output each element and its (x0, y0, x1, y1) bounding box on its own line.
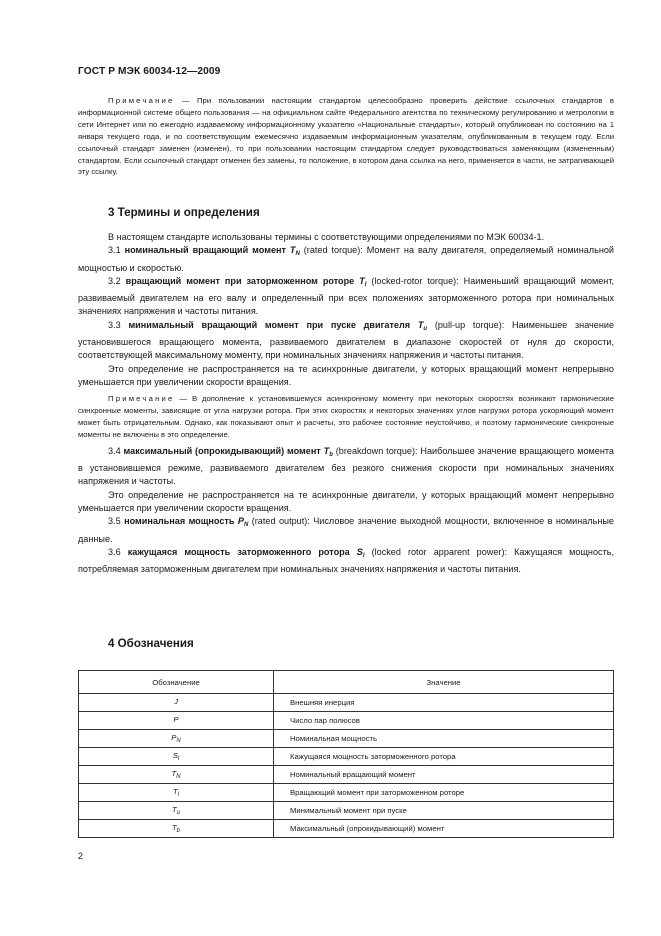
term-name: номинальный вращающий момент (124, 245, 286, 256)
term-3-5: 3.5 номинальная мощность $P_N$ (rated output): Числовое значение выходной мощности, включенное в номинальные данные. (78, 516, 614, 544)
term-name: вращающий момент при заторможенном роторе (125, 275, 355, 286)
page-number: 2 (78, 851, 84, 861)
table-row: $T_N$ Номинальный вращающий момент (79, 766, 614, 784)
table-row: $T_u$ Минимальный момент при пуске (79, 802, 614, 820)
note-text: — При пользовании настоящим стандартом целесообразно проверить действие ссылочных стандартов в информационной системе общего пользования — на официальном сайте Федерального агентства по техническому регулированию и метрологии в сети Интернет или по ежегодно издаваемому информационному указателю «Национальные стандарты», который опубликован по состоянию на 1 января текущего года, и по соответствующим ежемесячно издаваемым информационным указателям, опубликованным в текущем году. Если ссылочный стандарт заменен (изменен), то при пользовании настоящим стандартом следует руководствоваться заменяющим (измененным) стандартом. Если ссылочный стандарт отменен без замены, то положение, в котором дана ссылка на него, применяется в части, не затрагивающей эту ссылку. (78, 96, 614, 177)
section-3-title: 3 Термины и определения (108, 206, 260, 219)
term-3-4: 3.4 максимальный (опрокидывающий) момент $T_b$ (breakdown torque): Наибольшее значение вращающего момента в установившемся режиме, развиваемого двигателем без резкого снижения скорости при номинальных значениях напряжения и частоты. (78, 445, 614, 487)
note-label: Примечание (108, 394, 175, 404)
table-row: J Внешняя инерция (79, 694, 614, 712)
term-3-1: 3.1 номинальный вращающий момент $T_N$ (rated torque): Момент на валу двигателя, определяемый номинальной мощностью и скоростью. (78, 245, 614, 273)
table-row: $S_l$ Кажущаяся мощность заторможенного ротора (79, 748, 614, 766)
table-row: P Число пар полюсов (79, 712, 614, 730)
section-3-body (78, 231, 614, 577)
term-name: кажущаяся мощность заторможенного ротора (127, 546, 350, 557)
term-name: минимальный вращающий момент при пуске двигателя (128, 319, 411, 330)
table-row: $T_l$ Вращающий момент при заторможенном роторе (79, 784, 614, 802)
term-name: максимальный (опрокидывающий) момент (123, 445, 321, 456)
table-row: $T_b$ Максимальный (опрокидывающий) момент (79, 820, 614, 838)
references-note (78, 95, 614, 178)
column-header-meaning: Значение (274, 671, 614, 694)
note-label: Примечание (108, 96, 175, 105)
term-3-2: 3.2 вращающий момент при заторможенном роторе $T_l$ (locked-rotor torque): Наименьший вращающий момент, развиваемый двигателем на его валу и определенный при всех положениях заторможенного ротора при номинальных значениях напряжения и частоты питания. (78, 275, 615, 317)
term-name: номинальная мощность (124, 516, 235, 527)
term-3-4-clarification: Это определение не распространяется на те асинхронные двигатели, у которых вращающий момент непрерывно уменьшается при увеличении скорости вращения. (78, 489, 614, 514)
section-4-title: 4 Обозначения (108, 637, 194, 650)
section-3-intro: В настоящем стандарте использованы термины с соответствующими определениями по МЭК 60034-1. (108, 232, 545, 242)
term-3-6: 3.6 кажущаяся мощность заторможенного ротора $S_l$ (locked rotor apparent power): Кажущаяся мощность, потребляемая заторможенным двигателем при номинальных значениях напряжения и частоты питания. (78, 546, 614, 575)
column-header-symbol: Обозначение (79, 671, 274, 694)
table-header-row (79, 671, 614, 694)
harmonic-note: Примечание — В дополнение к установившемуся асинхронному моменту при некоторых скоростях возникают гармонические синхронные моменты, зависящие от угла нагрузки ротора. При этих скоростях и некоторых значениях углов нагрузки ротора ускоряющий момент может быть отрицательным. Однако, как показывают опыт и расчеты, это рабочее состояние неустойчиво, и поэтому гармонические синхронные моменты не включены в это определение. (78, 394, 614, 439)
term-3-3: 3.3 минимальный вращающий момент при пуске двигателя $T_u$ (pull-up torque): Наименьшее значение установившегося вращающего момента, развиваемого двигателем в диапазоне скоростей от нуля до скорости, соответствующей максимальному моменту, при номинальных значениях напряжения и частоты питания. (78, 319, 615, 361)
table-row: $P_N$ Номинальная мощность (79, 730, 614, 748)
term-3-3-clarification: Это определение не распространяется на те асинхронные двигатели, у которых вращающий момент непрерывно уменьшается при увеличении скорости вращения. (78, 363, 614, 387)
symbols-table (78, 670, 614, 838)
document-header: ГОСТ Р МЭК 60034-12—2009 (78, 66, 221, 77)
